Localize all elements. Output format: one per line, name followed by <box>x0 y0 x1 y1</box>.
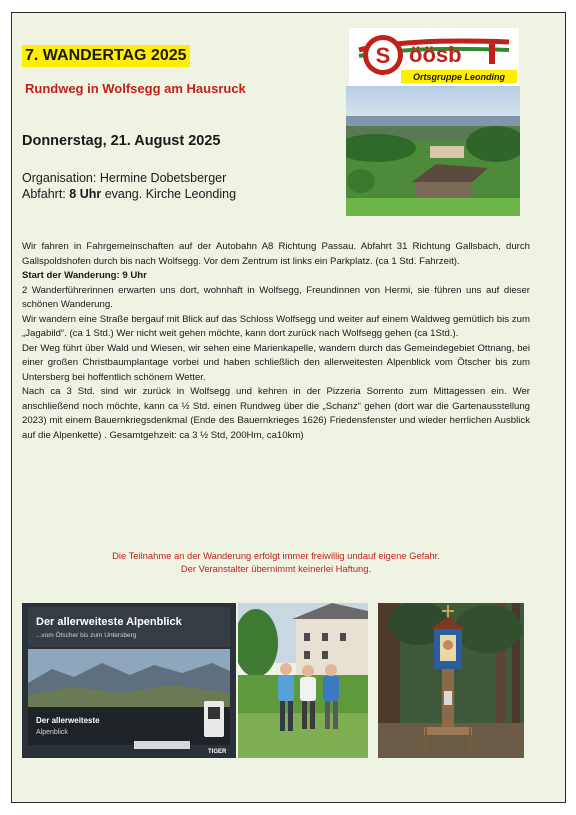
wayside-shrine-photo <box>378 603 524 758</box>
hikers-photo <box>238 603 368 758</box>
sign-bottom-subtitle: Alpenblick <box>36 729 68 736</box>
event-organisation <box>22 170 236 202</box>
sign-subtitle: ...vom Ötscher bis zum Untersberg <box>36 632 137 639</box>
alpenblick-sign-photo <box>22 603 236 758</box>
oesb-logo <box>349 28 519 86</box>
logo-brand: öösb <box>409 42 462 67</box>
disclaimer-line: Die Teilnahme an der Wanderung erfolgt immer freiwillig undauf eigene Gefahr. <box>112 550 440 561</box>
organisation-label: Organisation: <box>22 171 97 185</box>
description-paragraph: Wir wandern eine Straße bergauf mit Blick auf das Schloss Wolfsegg und weiter auf einem Waldweg gemütlich bis zum „Jagabild“. (ca 1 Std.) Wer nicht weit gehen möchte, kann dort zurück nach Wolfsegg gehen (ca 1Std.). <box>22 313 530 339</box>
disclaimer-line: Der Veranstalter übernimmt keinerlei Haftung. <box>180 563 372 574</box>
sign-brand: TIGER <box>208 749 227 755</box>
start-heading: Start der Wanderung: 9 Uhr <box>22 270 147 281</box>
event-subtitle: Rundweg in Wolfsegg am Hausruck <box>25 81 246 96</box>
departure-place: evang. Kirche Leonding <box>104 187 237 201</box>
organisation-value: Hermine Dobetsberger <box>99 171 227 185</box>
disclaimer <box>22 549 530 575</box>
event-title: 7. WANDERTAG 2025 <box>22 45 190 67</box>
logo-tagline: Ortsgruppe Leonding <box>413 72 505 82</box>
landscape-photo <box>346 86 520 216</box>
departure-time: 8 Uhr <box>69 187 102 201</box>
event-date: Donnerstag, 21. August 2025 <box>22 133 221 149</box>
hike-description <box>22 240 530 443</box>
sign-title: Der allerweiteste Alpenblick <box>36 616 182 628</box>
description-paragraph: Wir fahren in Fahrgemeinschaften auf der Autobahn A8 Richtung Passau. Abfahrt 31 Richtung Gallsbach, durch Gallspoldshofen durch bis nach Wolfsegg. Vor dem Zentrum ist links ein Parkplatz. (ca 1 Std. Fahrzeit). <box>22 241 530 267</box>
logo-letter: S <box>375 43 391 68</box>
sign-bottom-title: Der allerweiteste <box>36 716 100 725</box>
description-paragraph: 2 Wanderführerinnen erwarten uns dort, wohnhaft in Wolfsegg, Freundinnen von Hermi, sie führen uns auf dieser schönen Wanderung. <box>22 284 530 310</box>
departure-label: Abfahrt: <box>22 187 66 201</box>
description-paragraph: Der Weg führt über Wald und Wiesen, wir sehen eine Marienkapelle, wandern durch das Gemeindegebiet Ottnang, bei einer großen Christbaumplantage vorbei und haben schließlich den allerweitesten Alpenblick vom Ötscher bis zum Untersberg bei hoffentlich schönem Wetter. <box>22 342 530 383</box>
description-paragraph: Nach ca 3 Std. sind wir zurück in Wolfsegg und kehren in der Pizzeria Sorrento zum Mittagessen ein. Wer anschließend noch möchte, kann ca ½ Std. einen Rundweg über die „Schanz“ gehen (dort war die Gartenausstellung 2023) mit einem Bauernkriegsdenkmal (Ende des Bauernkrieges 1626) Friedensfenster und wieder herrlichen Ausblick auf die Alpenkette) . Gesamtgehzeit: ca 3 ½ Std, 200Hm, ca10km) <box>22 386 530 441</box>
